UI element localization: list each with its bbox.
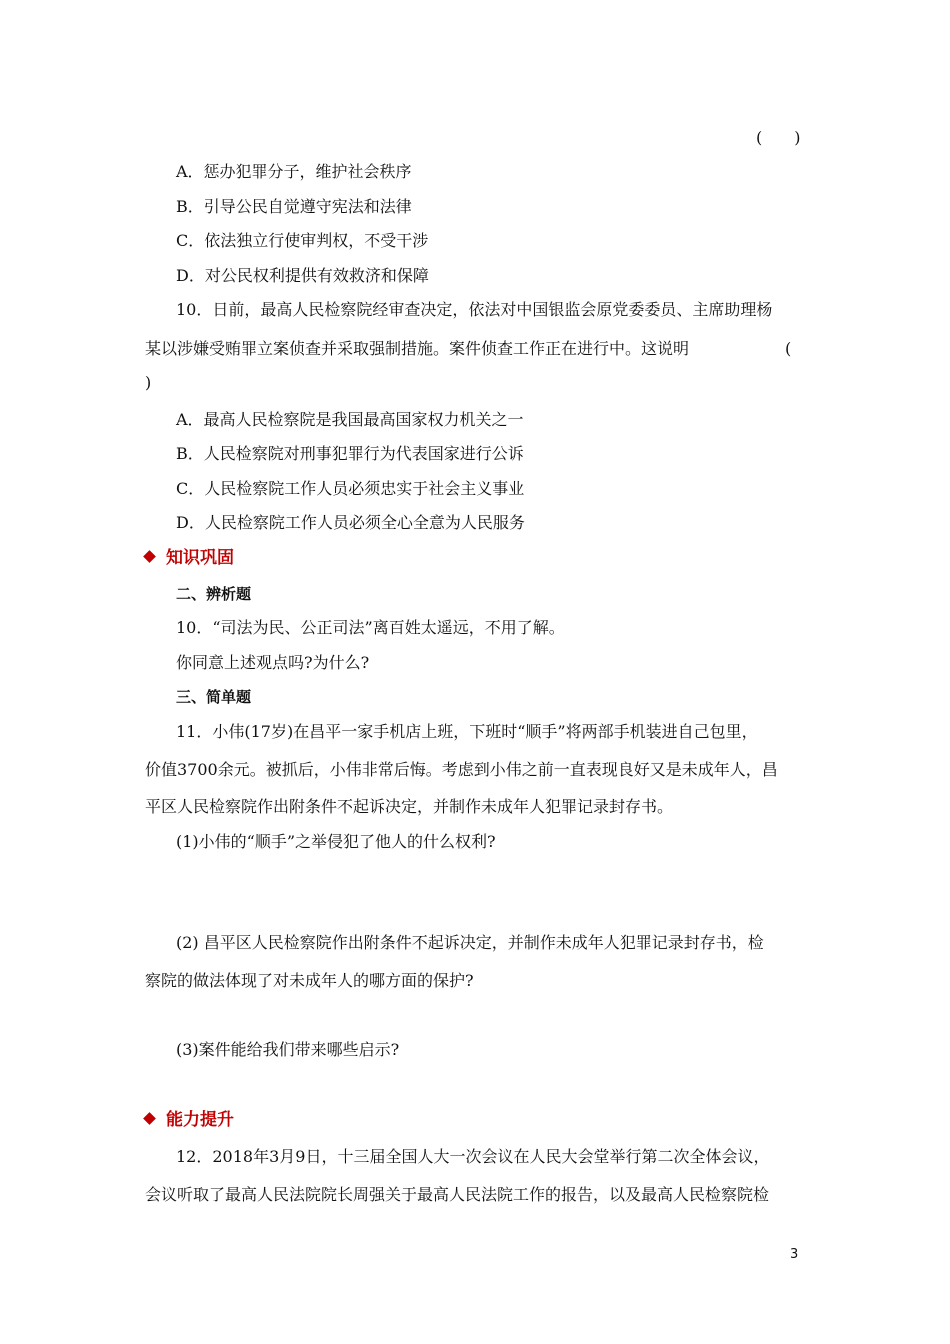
q9-option-a: A．惩办犯罪分子，维护社会秩序 [176, 162, 412, 181]
q11-sub-3: (3)案件能给我们带来哪些启示? [176, 1040, 400, 1059]
q10-option-d: D．人民检察院工作人员必须全心全意为人民服务 [176, 513, 525, 532]
section-title: 能力提升 [166, 1110, 234, 1130]
q12-line-2: 会议听取了最高人民法院院长周强关于最高人民法院工作的报告，以及最高人民检察院检 [145, 1185, 770, 1204]
section-heading-ability [145, 1108, 234, 1132]
subheading-analysis: 二、辨析题 [176, 585, 252, 603]
page-number: 3 [790, 1247, 799, 1262]
diamond-bullet-icon [143, 1112, 156, 1125]
diamond-bullet-icon [143, 550, 156, 563]
section-title: 知识巩固 [166, 548, 234, 568]
q12-line-1: 12．2018年3月9日，十三届全国人大一次会议在人民大会堂举行第二次全体会议， [176, 1147, 770, 1166]
q9-answer-paren: ( ) [756, 128, 801, 147]
q9-option-c: C．依法独立行使审判权，不受干涉 [176, 231, 429, 250]
q10b-line-2: 你同意上述观点吗?为什么? [176, 653, 370, 672]
q10-line-2: 某以涉嫌受贿罪立案侦查并采取强制措施。案件侦查工作正在进行中。这说明 [145, 339, 690, 358]
q11-line-2: 价值3700余元。被抓后，小伟非常后悔。考虑到小伟之前一直表现良好又是未成年人，昌 [145, 760, 778, 779]
q10-line-1: 10．日前，最高人民检察院经审查决定，依法对中国银监会原党委委员、主席助理杨 [176, 300, 773, 319]
q10-paren-close: ) [145, 373, 152, 392]
q10b-line-1: 10．“司法为民、公正司法”离百姓太遥远，不用了解。 [176, 618, 565, 637]
q10-option-a: A．最高人民检察院是我国最高国家权力机关之一 [176, 410, 524, 429]
q10-option-c: C．人民检察院工作人员必须忠实于社会主义事业 [176, 479, 525, 498]
subheading-short-answer: 三、简单题 [176, 688, 252, 706]
q9-option-b: B．引导公民自觉遵守宪法和法律 [176, 197, 412, 216]
q9-option-d: D．对公民权利提供有效救济和保障 [176, 266, 429, 285]
q10-option-b: B．人民检察院对刑事犯罪行为代表国家进行公诉 [176, 444, 524, 463]
q10-paren-open: ( [785, 339, 792, 358]
q11-line-3: 平区人民检察院作出附条件不起诉决定，并制作未成年人犯罪记录封存书。 [145, 797, 674, 816]
q11-sub-2-line-1: (2) 昌平区人民检察院作出附条件不起诉决定，并制作未成年人犯罪记录封存书，检 [176, 933, 764, 952]
q11-sub-2-line-2: 察院的做法体现了对未成年人的哪方面的保护? [145, 971, 474, 990]
q11-sub-1: (1)小伟的“顺手”之举侵犯了他人的什么权利? [176, 832, 496, 851]
q11-line-1: 11．小伟(17岁)在昌平一家手机店上班，下班时“顺手”将两部手机装进自己包里， [176, 722, 758, 741]
section-heading-knowledge [145, 546, 234, 570]
